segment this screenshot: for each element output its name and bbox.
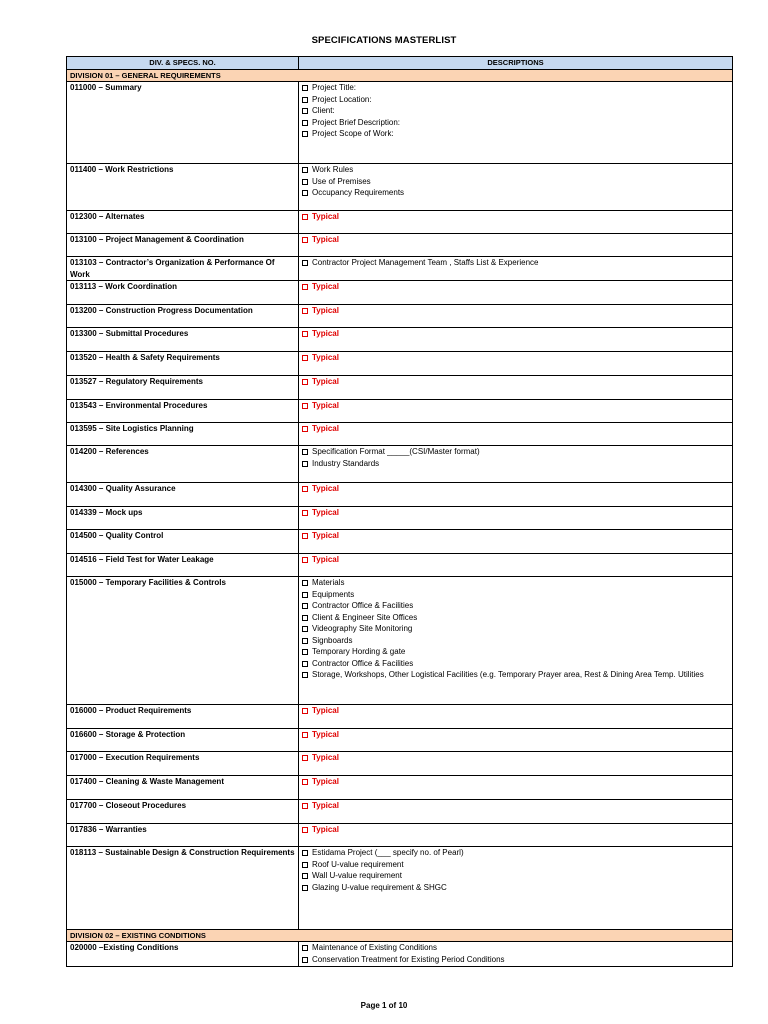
checkbox-icon[interactable] — [302, 592, 308, 598]
checklist-item — [302, 257, 729, 269]
table-row — [67, 705, 733, 729]
checklist-item — [302, 612, 729, 624]
checklist-item — [302, 187, 729, 199]
checklist-item — [302, 82, 729, 94]
checklist-item — [302, 847, 729, 859]
checklist-item-text: Contractor Office & Facilities — [312, 658, 414, 668]
table-row — [67, 942, 733, 967]
checkbox-icon[interactable] — [302, 850, 308, 856]
typical-checklist-item — [302, 483, 729, 495]
checklist-item-text: Typical — [312, 212, 339, 221]
checklist-item-text: Occupancy Requirements — [312, 188, 405, 197]
spec-code: 013113 – Work Coordination — [67, 281, 299, 305]
typical-checklist-item — [302, 824, 729, 836]
checklist-item-text: Typical — [312, 353, 339, 362]
checklist-item-text: Typical — [312, 825, 339, 834]
table-row — [67, 234, 733, 257]
spec-descriptions — [299, 530, 733, 554]
typical-checklist-item — [302, 752, 729, 764]
table-body — [67, 70, 733, 967]
division-title: DIVISION 01 – GENERAL REQUIREMENTS — [67, 70, 733, 82]
checklist-item-text: Typical — [312, 282, 339, 291]
checklist-item — [302, 105, 729, 117]
checklist-item-text: Industry Standards — [312, 458, 380, 468]
page-number: Page 1 of 10 — [360, 1001, 408, 1010]
checkbox-icon[interactable] — [302, 108, 308, 114]
spec-code: 016000 – Product Requirements — [67, 705, 299, 729]
spec-descriptions — [299, 942, 733, 967]
table-row — [67, 729, 733, 752]
division-row — [67, 70, 733, 82]
spec-code: 014516 – Field Test for Water Leakage — [67, 554, 299, 577]
document-title: SPECIFICATIONS MASTERLIST — [311, 35, 457, 46]
checklist-item-text: Use of Premises — [312, 176, 371, 186]
spec-descriptions — [299, 776, 733, 800]
checkbox-icon[interactable] — [302, 237, 308, 243]
spec-code: 012300 – Alternates — [67, 211, 299, 234]
spec-code: 016600 – Storage & Protection — [67, 729, 299, 752]
checkbox-icon[interactable] — [302, 260, 308, 266]
spec-code: 020000 –Existing Conditions — [67, 942, 299, 967]
table-row — [67, 577, 733, 705]
spec-descriptions — [299, 577, 733, 705]
checklist-item — [302, 600, 729, 612]
checklist-item-text: Typical — [312, 706, 339, 715]
checkbox-icon[interactable] — [302, 355, 308, 361]
spec-descriptions — [299, 305, 733, 328]
table-row — [67, 824, 733, 847]
checklist-item — [302, 458, 729, 470]
typical-checklist-item — [302, 352, 729, 364]
checklist-item — [302, 623, 729, 635]
spec-code: 013100 – Project Management & Coordination — [67, 234, 299, 257]
checklist-item — [302, 94, 729, 106]
table-row — [67, 352, 733, 376]
checklist-item — [302, 658, 729, 670]
checklist-item-text: Typical — [312, 753, 339, 762]
checkbox-icon[interactable] — [302, 957, 308, 963]
checkbox-icon[interactable] — [302, 426, 308, 432]
table-row — [67, 800, 733, 824]
checkbox-icon[interactable] — [302, 486, 308, 492]
checkbox-icon[interactable] — [302, 179, 308, 185]
table-row — [67, 328, 733, 352]
checklist-item-text: Glazing U-value requirement & SHGC — [312, 882, 447, 892]
spec-descriptions — [299, 554, 733, 577]
typical-checklist-item — [302, 507, 729, 519]
checklist-item-text: Typical — [312, 531, 339, 540]
checkbox-icon[interactable] — [302, 615, 308, 621]
checklist-item-text: Typical — [312, 377, 339, 386]
spec-code: 013103 – Contractor’s Organization & Performance Of Work — [67, 257, 299, 281]
checklist-item-text: Typical — [312, 235, 339, 244]
checklist-item-text: Specification Format _____(CSI/Master format) — [312, 447, 480, 456]
spec-code: 018113 – Sustainable Design & Construction Requirements — [67, 847, 299, 930]
checkbox-icon[interactable] — [302, 120, 308, 126]
checkbox-icon[interactable] — [302, 167, 308, 173]
table-row — [67, 305, 733, 328]
specs-masterlist-table — [66, 56, 733, 967]
checklist-item-text: Storage, Workshops, Other Logistical Facilities (e.g. Temporary Prayer area, Rest & Dining Area Temp. Utilities — [312, 670, 704, 679]
checkbox-icon[interactable] — [302, 461, 308, 467]
spec-descriptions — [299, 752, 733, 776]
checklist-item-text: Roof U-value requirement — [312, 859, 404, 869]
typical-checklist-item — [302, 328, 729, 340]
checklist-item-text: Typical — [312, 555, 339, 564]
spec-descriptions — [299, 507, 733, 530]
spec-code: 017700 – Closeout Procedures — [67, 800, 299, 824]
checklist-item-text: Typical — [312, 401, 339, 410]
checklist-item — [302, 589, 729, 601]
checklist-item-text: Videography Site Monitoring — [312, 624, 413, 633]
table-row — [67, 281, 733, 305]
column-header-div-specs: DIV. & SPECS. NO. — [67, 57, 299, 70]
typical-checklist-item — [302, 530, 729, 542]
spec-code: 017400 – Cleaning & Waste Management — [67, 776, 299, 800]
checkbox-icon[interactable] — [302, 755, 308, 761]
checklist-item-text: Typical — [312, 329, 339, 338]
table-row — [67, 507, 733, 530]
typical-checklist-item — [302, 400, 729, 412]
typical-checklist-item — [302, 234, 729, 246]
checkbox-icon[interactable] — [302, 580, 308, 586]
spec-code: 014300 – Quality Assurance — [67, 483, 299, 507]
typical-checklist-item — [302, 281, 729, 293]
checkbox-icon[interactable] — [302, 533, 308, 539]
spec-descriptions — [299, 281, 733, 305]
spec-code: 017000 – Execution Requirements — [67, 752, 299, 776]
checklist-item — [302, 117, 729, 129]
spec-code: 013300 – Submittal Procedures — [67, 328, 299, 352]
typical-checklist-item — [302, 554, 729, 566]
table-row — [67, 847, 733, 930]
table-row — [67, 530, 733, 554]
typical-checklist-item — [302, 211, 729, 223]
checklist-item-text: Client: — [312, 106, 335, 115]
checklist-item-text: Wall U-value requirement — [312, 871, 402, 880]
table-row — [67, 211, 733, 234]
division-title: DIVISION 02 – EXISTING CONDITIONS — [67, 930, 733, 942]
checklist-item — [302, 954, 729, 966]
spec-descriptions — [299, 328, 733, 352]
checklist-item — [302, 870, 729, 882]
checklist-item — [302, 942, 729, 954]
checkbox-icon[interactable] — [302, 97, 308, 103]
checkbox-icon[interactable] — [302, 308, 308, 314]
table-row — [67, 446, 733, 483]
table-row — [67, 554, 733, 577]
checklist-item-text: Project Title: — [312, 83, 357, 92]
checkbox-icon[interactable] — [302, 379, 308, 385]
checklist-item-text: Typical — [312, 484, 339, 493]
spec-code: 013527 – Regulatory Requirements — [67, 376, 299, 400]
typical-checklist-item — [302, 376, 729, 388]
spec-descriptions — [299, 376, 733, 400]
typical-checklist-item — [302, 423, 729, 435]
division-row — [67, 930, 733, 942]
checkbox-icon[interactable] — [302, 626, 308, 632]
checklist-item — [302, 176, 729, 188]
checklist-item — [302, 577, 729, 589]
checklist-item-text: Project Brief Description: — [312, 117, 401, 127]
spec-code: 014500 – Quality Control — [67, 530, 299, 554]
typical-checklist-item — [302, 705, 729, 717]
spec-descriptions — [299, 729, 733, 752]
spec-descriptions — [299, 824, 733, 847]
spec-descriptions — [299, 705, 733, 729]
spec-descriptions — [299, 483, 733, 507]
spec-code: 011000 – Summary — [67, 82, 299, 164]
checkbox-icon[interactable] — [302, 672, 308, 678]
table-row — [67, 483, 733, 507]
checklist-item-text: Typical — [312, 306, 339, 315]
checklist-item-text: Typical — [312, 508, 339, 517]
checkbox-icon[interactable] — [302, 803, 308, 809]
checklist-item-text: Materials — [312, 578, 345, 587]
checklist-item-text: Signboards — [312, 635, 353, 645]
checkbox-icon[interactable] — [302, 331, 308, 337]
checkbox-icon[interactable] — [302, 603, 308, 609]
spec-descriptions — [299, 400, 733, 423]
checkbox-icon[interactable] — [302, 214, 308, 220]
checkbox-icon[interactable] — [302, 885, 308, 891]
table-row — [67, 376, 733, 400]
spec-descriptions — [299, 352, 733, 376]
checklist-item-text: Client & Engineer Site Offices — [312, 612, 418, 622]
checkbox-icon[interactable] — [302, 557, 308, 563]
spec-code: 015000 – Temporary Facilities & Controls — [67, 577, 299, 705]
checklist-item-text: Contractor Office & Facilities — [312, 601, 414, 610]
checkbox-icon[interactable] — [302, 449, 308, 455]
table-row — [67, 423, 733, 446]
checklist-item-text: Equipments — [312, 589, 355, 599]
checkbox-icon[interactable] — [302, 190, 308, 196]
checklist-item — [302, 164, 729, 176]
checklist-item — [302, 128, 729, 140]
checklist-item-text: Typical — [312, 730, 339, 739]
spec-descriptions — [299, 211, 733, 234]
checklist-item — [302, 882, 729, 894]
typical-checklist-item — [302, 800, 729, 812]
checklist-item-text: Project Scope of Work: — [312, 129, 394, 138]
table-row — [67, 776, 733, 800]
checklist-item-text: Estidama Project (___ specify no. of Pearl) — [312, 848, 464, 857]
spec-descriptions — [299, 234, 733, 257]
checklist-item — [302, 646, 729, 658]
checkbox-icon[interactable] — [302, 85, 308, 91]
checkbox-icon[interactable] — [302, 732, 308, 738]
checklist-item-text: Typical — [312, 801, 339, 810]
checklist-item — [302, 669, 729, 681]
checklist-item-text: Project Location: — [312, 94, 372, 104]
spec-code: 014200 – References — [67, 446, 299, 483]
spec-code: 017836 – Warranties — [67, 824, 299, 847]
spec-code: 013595 – Site Logistics Planning — [67, 423, 299, 446]
table-header-row — [67, 57, 733, 70]
typical-checklist-item — [302, 729, 729, 741]
checklist-item — [302, 446, 729, 458]
checkbox-icon[interactable] — [302, 827, 308, 833]
typical-checklist-item — [302, 305, 729, 317]
spec-descriptions — [299, 446, 733, 483]
checklist-item — [302, 635, 729, 647]
table-row — [67, 164, 733, 211]
checkbox-icon[interactable] — [302, 779, 308, 785]
table-row — [67, 257, 733, 281]
spec-descriptions — [299, 257, 733, 281]
table-row — [67, 82, 733, 164]
spec-code: 013543 – Environmental Procedures — [67, 400, 299, 423]
spec-code: 014339 – Mock ups — [67, 507, 299, 530]
table-row — [67, 752, 733, 776]
table-row — [67, 400, 733, 423]
checklist-item-text: Temporary Hording & gate — [312, 647, 406, 656]
checklist-item-text: Maintenance of Existing Conditions — [312, 943, 437, 952]
checkbox-icon[interactable] — [302, 403, 308, 409]
checkbox-icon[interactable] — [302, 131, 308, 137]
checklist-item-text: Typical — [312, 777, 339, 786]
checkbox-icon[interactable] — [302, 873, 308, 879]
spec-descriptions — [299, 423, 733, 446]
spec-code: 011400 – Work Restrictions — [67, 164, 299, 211]
spec-descriptions — [299, 82, 733, 164]
checklist-item-text: Work Rules — [312, 165, 354, 174]
checklist-item — [302, 859, 729, 871]
checkbox-icon[interactable] — [302, 638, 308, 644]
spec-code: 013520 – Health & Safety Requirements — [67, 352, 299, 376]
spec-descriptions — [299, 847, 733, 930]
spec-code: 013200 – Construction Progress Documentation — [67, 305, 299, 328]
checkbox-icon[interactable] — [302, 284, 308, 290]
checkbox-icon[interactable] — [302, 862, 308, 868]
spec-descriptions — [299, 164, 733, 211]
checkbox-icon[interactable] — [302, 661, 308, 667]
checklist-item-text: Typical — [312, 424, 339, 433]
spec-descriptions — [299, 800, 733, 824]
checkbox-icon[interactable] — [302, 945, 308, 951]
checkbox-icon[interactable] — [302, 510, 308, 516]
checklist-item-text: Contractor Project Management Team , Staffs List & Experience — [312, 258, 539, 267]
checkbox-icon[interactable] — [302, 708, 308, 714]
checkbox-icon[interactable] — [302, 649, 308, 655]
column-header-descriptions: DESCRIPTIONS — [299, 57, 733, 70]
typical-checklist-item — [302, 776, 729, 788]
checklist-item-text: Conservation Treatment for Existing Period Conditions — [312, 954, 505, 964]
